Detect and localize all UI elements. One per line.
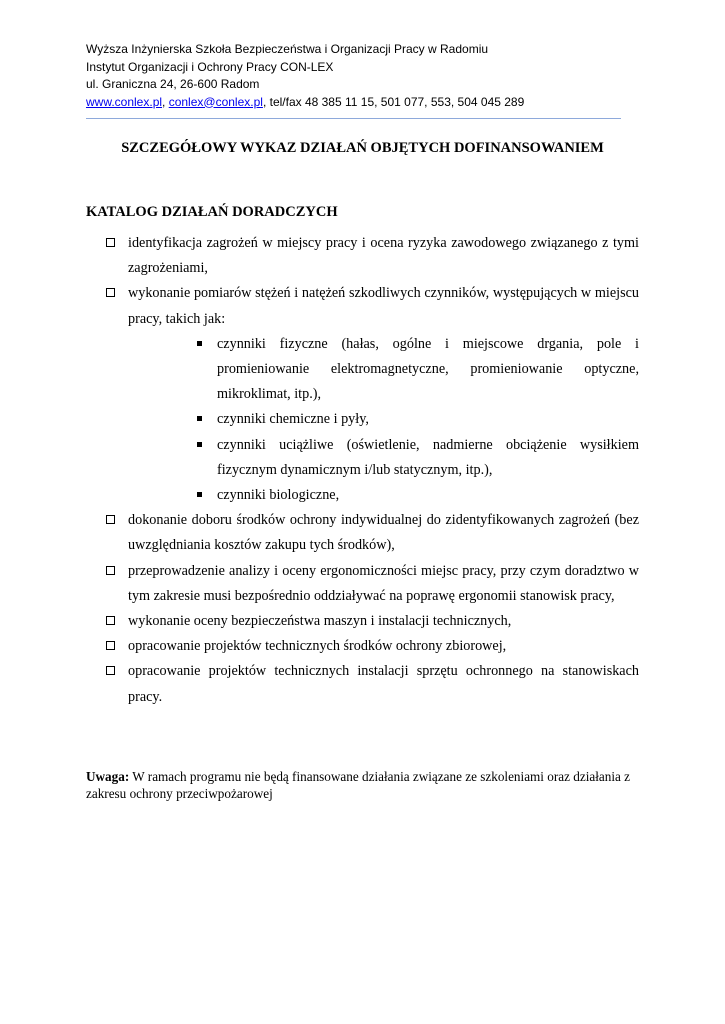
item-text: dokonanie doboru środków ochrony indywidualnej do zidentyfikowanych zagrożeń (bez uwzględniania kosztów zakupu tych środków), [128, 512, 639, 554]
square-bullet-icon [197, 341, 202, 346]
sub-item-text: czynniki biologiczne, [217, 487, 340, 504]
checkbox-icon [106, 666, 115, 675]
phone-numbers: , tel/fax 48 385 11 15, 501 077, 553, 504 045 289 [262, 94, 525, 109]
activities-list [104, 231, 639, 710]
list-item [104, 508, 639, 558]
email-link[interactable]: conlex@conlex.pl [168, 94, 263, 109]
document-title: SZCZEGÓŁOWY WYKAZ DZIAŁAŃ OBJĘTYCH DOFINANSOWANIEM [121, 140, 604, 156]
list-item [104, 231, 639, 281]
square-bullet-icon [197, 442, 202, 447]
sub-list-item [192, 483, 639, 508]
checkbox-icon [106, 515, 115, 524]
square-bullet-icon [197, 492, 202, 497]
list-item [104, 281, 639, 331]
note-paragraph [86, 768, 639, 802]
header-divider [86, 118, 621, 119]
item-text: identyfikacja zagrożeń w miejscy pracy i ocena ryzyka zawodowego związanego z tymi zagrożeniami, [128, 235, 639, 277]
checkbox-icon [106, 566, 115, 575]
section-heading: KATALOG DZIAŁAŃ DORADCZYCH [86, 204, 338, 220]
checkbox-icon [106, 238, 115, 247]
checkbox-icon [106, 288, 115, 297]
website-link[interactable]: www.conlex.pl [86, 94, 163, 109]
list-item [104, 559, 639, 609]
list-item [104, 609, 639, 634]
sub-item-text: czynniki chemiczne i pyły, [217, 411, 369, 428]
note-text: W ramach programu nie będą finansowane działania związane ze szkoleniami oraz działania z zakresu ochrony przeciwpożarowej [86, 769, 630, 801]
list-item [104, 634, 639, 659]
sub-list-item [192, 433, 639, 483]
school-name: Wyższa Inżynierska Szkoła Bezpieczeństwa i Organizacji Pracy w Radomiu [86, 42, 489, 56]
address: ul. Graniczna 24, 26-600 Radom [86, 77, 260, 91]
sub-list-item [192, 332, 639, 408]
list-item [104, 659, 639, 709]
sub-list-item [192, 407, 639, 432]
institute-name: Instytut Organizacji i Ochrony Pracy CON-LEX [86, 59, 334, 74]
sub-item-text: czynniki uciążliwe (oświetlenie, nadmierne obciążenie wysiłkiem fizycznym dynamicznym i/lub statycznym, itp.), [217, 436, 639, 478]
letterhead [86, 41, 636, 111]
item-text: opracowanie projektów technicznych instalacji sprzętu ochronnego na stanowiskach pracy. [128, 663, 639, 705]
square-bullet-icon [197, 416, 202, 421]
sub-item-text: czynniki fizyczne (hałas, ogólne i miejscowe drgania, pole i promieniowanie elektromagnetyczne, promieniowanie optyczne, mikroklimat, itp.), [217, 335, 639, 403]
checkbox-icon [106, 616, 115, 625]
contact-separator: , [162, 94, 169, 109]
item-text: przeprowadzenie analizy i oceny ergonomiczności miejsc pracy, przy czym doradztwo w tym zakresie musi bezpośrednio oddziaływać na poprawę ergonomii stanowisk pracy, [128, 562, 639, 604]
item-text: wykonanie oceny bezpieczeństwa maszyn i instalacji technicznych, [128, 613, 512, 630]
contact-line [86, 94, 636, 112]
item-text: wykonanie pomiarów stężeń i natężeń szkodliwych czynników, występujących w miejscu pracy, takich jak: [128, 285, 639, 327]
checkbox-icon [106, 641, 115, 650]
note-label: Uwaga: [86, 769, 130, 784]
item-text: opracowanie projektów technicznych środków ochrony zbiorowej, [128, 638, 507, 655]
